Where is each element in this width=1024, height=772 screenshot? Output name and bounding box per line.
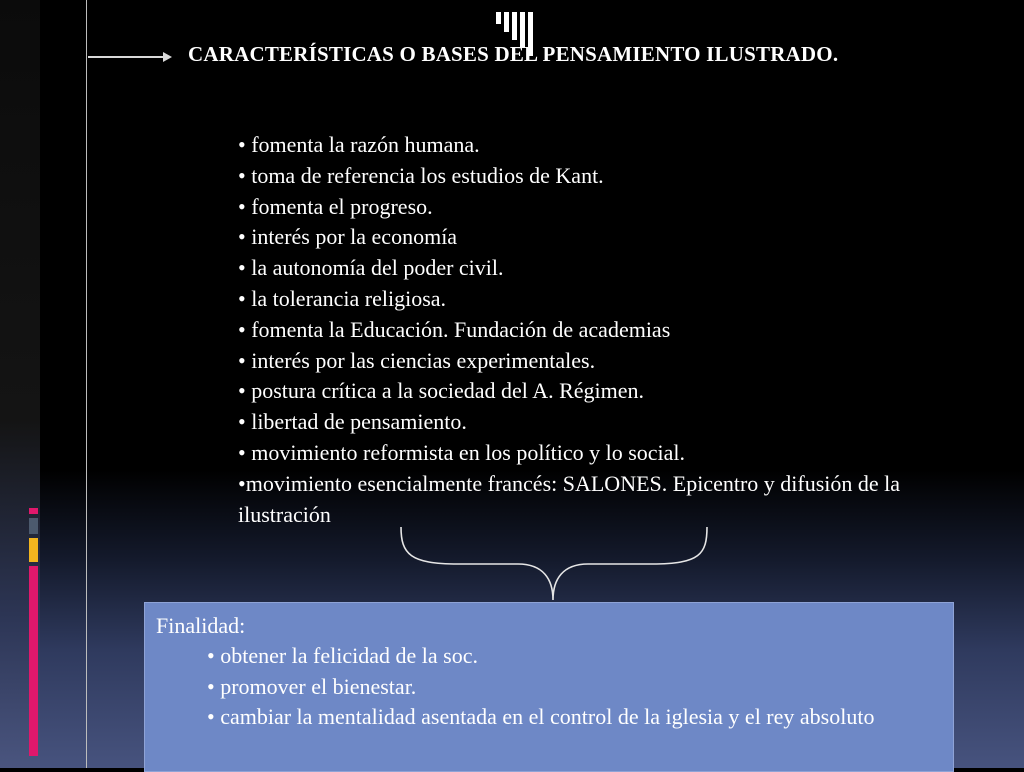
list-item: • fomenta la razón humana.: [238, 132, 480, 157]
list-item: • movimiento reformista en los político y lo social.: [238, 439, 686, 465]
list-item: • toma de referencia los estudios de Kant.: [238, 162, 604, 188]
characteristics-list: [238, 130, 938, 530]
side-accent-slate: [29, 518, 38, 534]
vertical-divider-line: [86, 0, 87, 768]
arrow-head-icon: [163, 52, 172, 62]
list-item: • libertad de pensamiento.: [238, 409, 467, 435]
finalidad-box: [144, 602, 954, 772]
list-item: • fomenta el progreso.: [238, 193, 433, 219]
list-item: • fomenta la Educación. Fundación de academias: [238, 316, 671, 342]
list-item: • promover el bienestar.: [207, 673, 417, 699]
finalidad-heading: Finalidad:: [156, 613, 246, 638]
arrow-line: [88, 56, 164, 58]
curly-brace-icon: [398, 524, 712, 604]
list-item: •movimiento esencialmente francés: SALONES. Epicentro y difusión de la ilustración: [238, 470, 901, 527]
side-accent-yellow: [29, 538, 38, 562]
side-accent-pink-top: [29, 508, 38, 514]
list-item: • obtener la felicidad de la soc.: [207, 643, 478, 668]
list-item: • postura crítica a la sociedad del A. Régimen.: [238, 378, 645, 404]
side-accent-pink-long: [29, 566, 38, 756]
list-item: • interés por la economía: [238, 224, 458, 250]
list-item: • la autonomía del poder civil.: [238, 255, 504, 281]
list-item: • cambiar la mentalidad asentada en el control de la iglesia y el rey absoluto: [207, 704, 875, 729]
list-item: • la tolerancia religiosa.: [238, 285, 447, 311]
list-item: • interés por las ciencias experimentales.: [238, 347, 596, 373]
finalidad-list: [207, 641, 947, 733]
slide-title: CARACTERÍSTICAS O BASES DEL PENSAMIENTO ILUSTRADO.: [188, 42, 839, 66]
